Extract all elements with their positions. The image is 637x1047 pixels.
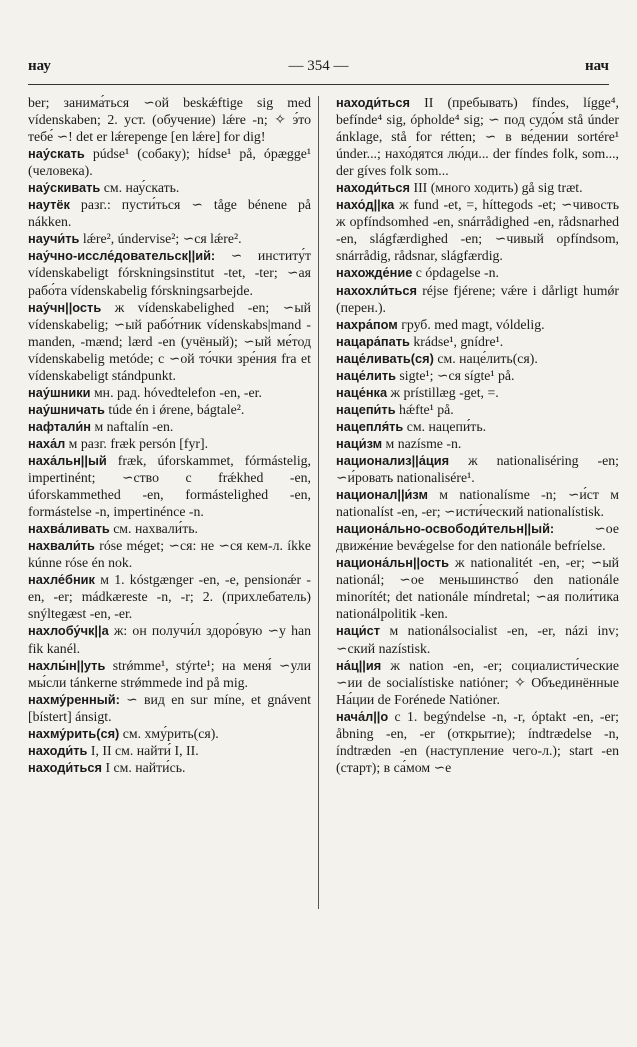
dictionary-entry [336,401,619,418]
entry-headword: национа́льно-освободи́тельн||ый: [336,521,555,537]
dictionary-entry [336,657,619,708]
dictionary-entry [336,435,619,452]
entry-headword: нахо́д||ка [336,197,395,213]
entry-definition: fræk, úforskammet, fórmástelig, impertinént; ∽ство с frǽkhed -en, úforskammethed -en, formástelighed -en, formástelse -n, impertinénce -n. [28,452,312,520]
dictionary-entry [336,452,619,486]
header-left-guideword: нау [28,58,51,74]
dictionary-entry [28,537,311,571]
dictionary-entry [28,247,311,298]
entry-definition: ж vídenskabelighed -en; ∽ый vídenskabelig; ∽ый рабо́тник vídenskabs|mand -manden, -mænd; lærd -en (учёный); ∽ый ме́тод vídenskabelig metóde; с ∽ой то́чки зре́ния fra et vídenskabeligt stándpunkt. [28,299,311,383]
dictionary-entry [28,418,311,435]
entry-definition: ∽ вид en sur míne, et gnávent [bístert] ánsigt. [28,691,311,724]
entry-definition: ж nationaliséring -en; ∽и́ровать nationalisére¹. [336,452,620,486]
entry-definition: ∽ институ́т vídenskabeligt fórskningsinstitut -tet, -ter; ∽ая рабо́та vídenskabelig fórskningsarbejde. [28,248,311,298]
entry-headword: нахвали́ть [28,538,95,554]
entry-definition: м nazísme -n. [385,435,462,451]
entry-headword: нахму́рить(ся) [28,725,120,741]
entry-headword: находи́ться [28,759,103,775]
entry-definition: см. нацепи́ть. [406,418,487,434]
entry-headword: наха́л [28,435,66,451]
entry-definition: III (много ходить) gå sig træt. [413,180,583,196]
entry-headword: наце́ливать(ся) [336,350,434,366]
entry-headword: нахму́ренный: [28,691,120,707]
entry-headword: национа́льн||ость [336,555,450,571]
dictionary-entry [28,179,311,196]
dictionary-entry [336,264,619,281]
entry-headword: нахохли́ться [336,282,417,298]
entry-definition: krádse¹, gnídre¹. [413,333,504,349]
entry-headword: нахожде́ние [336,265,413,281]
entry-headword: нау́шничать [28,401,105,417]
entry-definition: sigte¹; ∽ся sígte¹ på. [399,367,515,383]
entry-headword: нау́скать [28,146,85,162]
dictionary-entry [28,94,311,145]
dictionary-entry [28,452,311,520]
entry-definition: róse méget; ∽ся: не ∽ся кем-л. íkke kúnne róse én nok. [28,538,311,571]
entry-definition: ж nationalitét -en, -er; ∽ый nationál; ∽ое меньшинство́ den nationále minorítét; det nationále míndretal; ∽ая поли́тика nationálpolitik -ken. [336,555,620,622]
entry-headword: научи́ть [28,231,80,247]
header-right-guideword: нач [584,58,609,74]
right-column [336,94,619,776]
entry-definition: ж prístillæg -get, =. [390,384,499,400]
dictionary-entry [28,384,311,401]
entry-headword: национал||и́зм [336,487,428,503]
entry-headword: нацепля́ть [336,418,404,434]
entry-headword: нау́чн||ость [28,299,102,315]
entry-definition: ж: он получи́л здоро́вую ∽у han fik kanél. [28,623,311,656]
dictionary-entry [336,282,619,316]
entry-headword: нацепи́ть [336,401,396,417]
column-divider [318,96,319,909]
dictionary-entry [336,196,619,264]
dictionary-entry [28,622,311,656]
entry-definition: мн. рад. hóvedtelefon -en, -er. [93,384,262,400]
page-number: — 354 — [288,58,349,74]
dictionary-entry [28,230,311,247]
entry-headword: находи́ться [336,95,411,110]
dictionary-entry [28,520,311,537]
entry-definition: réjse fjérene; vǽre i dårligt humǿr (перен.). [336,282,620,315]
dictionary-entry [336,94,619,179]
dictionary-entry [336,520,619,554]
dictionary-entry [336,554,619,622]
entry-headword: нача́л||о [336,708,389,724]
entry-definition: II (пребывать) fíndes, lígge⁴, befínde⁴ sig, ópholde⁴ sig; ∽ под судо́м stå únder ánklage, stå for rétten; ∽ в ве́дении sortére¹ únder...; нахо́дятся лю́ди... der fíndes folk, som..., der gíves folk som... [336,95,619,179]
dictionary-entry [28,299,311,384]
entry-definition: púdse¹ (собаку); hídse¹ på, ópægge¹ (человека). [28,146,311,179]
dictionary-entry [28,742,311,759]
dictionary-entry [336,179,619,196]
entry-headword: наце́лить [336,367,396,383]
entry-headword: нау́чно-иссле́довательск||ий: [28,248,216,264]
entry-definition: strǿmme¹, stýrte¹; на меня́ ∽ули мы́сли tánkerne strǿmmede ind på mig. [28,657,312,690]
entry-headword: наци́зм [336,435,383,451]
entry-headword: национализ||а́ция [336,452,450,468]
dictionary-entry [28,571,311,622]
entry-definition: м nationálsocialist -en, -er, názi inv; ∽ский nazístisk. [336,623,620,656]
entry-headword: находи́ться [336,180,411,196]
dictionary-entry [336,367,619,384]
entry-definition: I, II см. найти́ I, II. [90,742,199,758]
entry-definition: м 1. kóstgænger -en, -e, pensionǽr -en, -er; mádkæreste -n, -r; 2. (прихлебатель) snýltegæst -en, -er. [28,572,312,622]
entry-definition: ∽ое движе́ние bevǽgelse for den nationále befríelse. [336,521,619,554]
entry-definition: túde én i ǿrene, bágtale². [108,401,245,417]
entry-definition: м разг. fræk persón [fyr]. [68,435,209,451]
entry-headword: нахлы́н||уть [28,657,106,673]
entry-definition: с 1. begýndelse -n, -r, óptakt -en, -er; åbning -en, -er (открытие); índtrædelse -n, índtræden -en (наступление чего-л.); start -en (старт); в са́мом ∽е [336,708,619,775]
dictionary-entry [28,401,311,418]
dictionary-entry [336,418,619,435]
dictionary-entry [336,486,619,520]
dictionary-entry [28,759,311,776]
entry-definition: см. нахвали́ть. [113,521,198,537]
dictionary-entry [336,384,619,401]
dictionary-entry [336,350,619,367]
entry-definition: lǽre², úndervise²; ∽ся lǽre². [82,231,242,247]
entry-definition: hǽfte¹ på. [399,401,454,417]
entry-headword: нахра́пом [336,316,398,332]
dictionary-entry [28,435,311,452]
entry-headword: нафтали́н [28,418,91,434]
entry-definition: I см. найти́сь. [105,759,186,775]
dictionary-entry [336,333,619,350]
entry-headword: наце́нка [336,384,388,400]
entry-headword: нахлобу́чк||а [28,623,109,639]
entry-headword: нахле́бник [28,572,95,588]
entry-headword: нау́шники [28,384,91,400]
entry-headword: нау́скивать [28,180,101,196]
entry-definition: м nationalísme -n; ∽и́ст м nationalíst -en, -er; ∽исти́ческий nationalístisk. [336,487,619,520]
entry-headword: наха́льн||ый [28,452,107,468]
left-column [28,94,311,776]
dictionary-entry [336,316,619,333]
entry-headword: наутёк [28,197,70,213]
header-rule [28,84,609,85]
dictionary-entry [336,708,619,776]
entry-definition: ж fund -et, =, híttegods -et; ∽чивость ж opfíndsomhed -en, snárrådighed -en, rådsnarhed -en, slágfærdighed -en; ∽чивый opfíndsom, snárrådig, rådsnar, slágfærdig. [336,197,620,264]
entry-definition: разг.: пусти́ться ∽ tåge bénene på nákken. [28,197,311,230]
dictionary-entry [28,196,311,230]
entry-headword: на́ц||ия [336,657,382,673]
dictionary-entry [28,691,311,725]
entry-definition: м naftalín -en. [94,418,174,434]
entry-headword: нацара́пать [336,333,410,349]
entry-definition: ber; занима́ться ∽ой beskǽftige sig med vídenskaben; 2. уст. (обучение) lǽre -n; ✧ э́то тебе́ ∽! det er lǽrepenge [en lǽre] for dig! [28,95,311,145]
dictionary-entry [28,145,311,179]
entry-definition: см. хму́рить(ся). [122,725,219,741]
dictionary-entry [336,622,619,656]
entry-definition: груб. med magt, vóldelig. [401,316,545,332]
dictionary-entry [28,657,311,691]
dictionary-entry [28,725,311,742]
page-header [28,58,609,80]
entry-definition: ж nation -en, -er; социалисти́ческие ∽ии de socialístiske natiόner; ✧ Объединённые На́ции de Forénede Natiόner. [336,657,620,707]
entry-definition: с ópdagelse -n. [415,265,499,281]
entry-headword: наци́ст [336,623,380,639]
entry-headword: нахва́ливать [28,521,110,537]
entry-definition: см. нау́скать. [103,180,180,196]
entry-headword: находи́ть [28,742,88,758]
entry-definition: см. наце́лить(ся). [437,350,538,366]
